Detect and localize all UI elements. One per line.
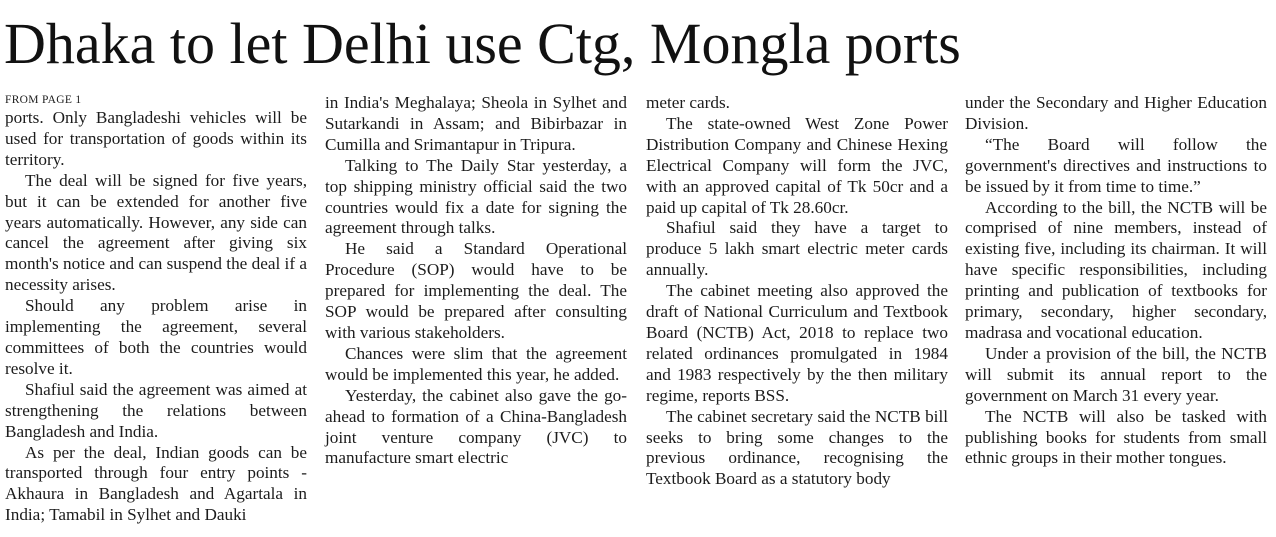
paragraph: Should any problem arise in implementing the agreement, several committees of both the countries would resolve it. [5,296,307,378]
paragraph: According to the bill, the NCTB will be comprised of nine members, instead of existing five, including its chairman. It will have specific responsibilities, including printing and publication of textbooks for primary, secondary, higher secondary, madrasa and vocational education. [965,197,1267,342]
paragraph: The NCTB will also be tasked with publishing books for students from small ethnic groups in their mother tongues. [965,406,1267,468]
paragraph: Talking to The Daily Star yesterday, a top shipping ministry official said the two countries would fix a date for signing the agreement through talks. [325,155,627,238]
paragraph: “The Board will follow the government's directives and instructions to be issued by it from time to time.” [965,134,1267,196]
paragraph: The cabinet meeting also approved the draft of National Curriculum and Textbook Board (NCTB) Act, 2018 to replace two related ordinances promulgated in 1984 and 1983 respectively by the then military regime, reports BSS. [646,281,948,405]
paragraph: Under a provision of the bill, the NCTB will submit its annual report to the government on March 31 every year. [965,343,1267,405]
paragraph: ports. Only Bangladeshi vehicles will be used for transportation of goods within its territory. [5,108,307,169]
headline: Dhaka to let Delhi use Ctg, Mongla ports [4,11,961,76]
article-column-3 [646,93,948,490]
article-column-4 [965,93,1267,469]
paragraph: in India's Meghalaya; Sheola in Sylhet and Sutarkandi in Assam; and Bibirbazar in Cumilla and Srimantapur in Tripura. [325,93,627,154]
article-column-1 [5,93,307,526]
paragraph: meter cards. [646,93,730,112]
paragraph: Chances were slim that the agreement would be implemented this year, he added. [325,343,627,384]
paragraph: The cabinet secretary said the NCTB bill seeks to bring some changes to the previous ordinance, recognising the Textbook Board as a statutory body [646,406,948,489]
paragraph: As per the deal, Indian goods can be transported through four entry points - Akhaura in Bangladesh and Agartala in India; Tamabil in Sylhet and Dauki [5,442,307,525]
paragraph: He said a Standard Operational Procedure (SOP) would have to be prepared for implementing the deal. The SOP would be prepared after consulting with various stakeholders. [325,239,627,342]
jump-line: FROM PAGE 1 [5,94,82,106]
paragraph: Shafiul said the agreement was aimed at strengthening the relations between Bangladesh and India. [5,379,307,441]
paragraph: Yesterday, the cabinet also gave the go-ahead to formation of a China-Bangladesh joint venture company (JVC) to manufacture smart electric [325,385,627,468]
paragraph: Shafiul said they have a target to produce 5 lakh smart electric meter cards annually. [646,218,948,280]
article-column-2 [325,93,627,469]
paragraph: The state-owned West Zone Power Distribution Company and Chinese Hexing Electrical Company will form the JVC, with an approved capital of Tk 50cr and a paid up capital of Tk 28.60cr. [646,113,948,217]
paragraph: The deal will be signed for five years, but it can be extended for another five years automatically. However, any side can cancel the agreement after giving six month's notice and can suspend the deal if a necessity arises. [5,170,307,295]
paragraph: under the Secondary and Higher Education Division. [965,93,1267,133]
